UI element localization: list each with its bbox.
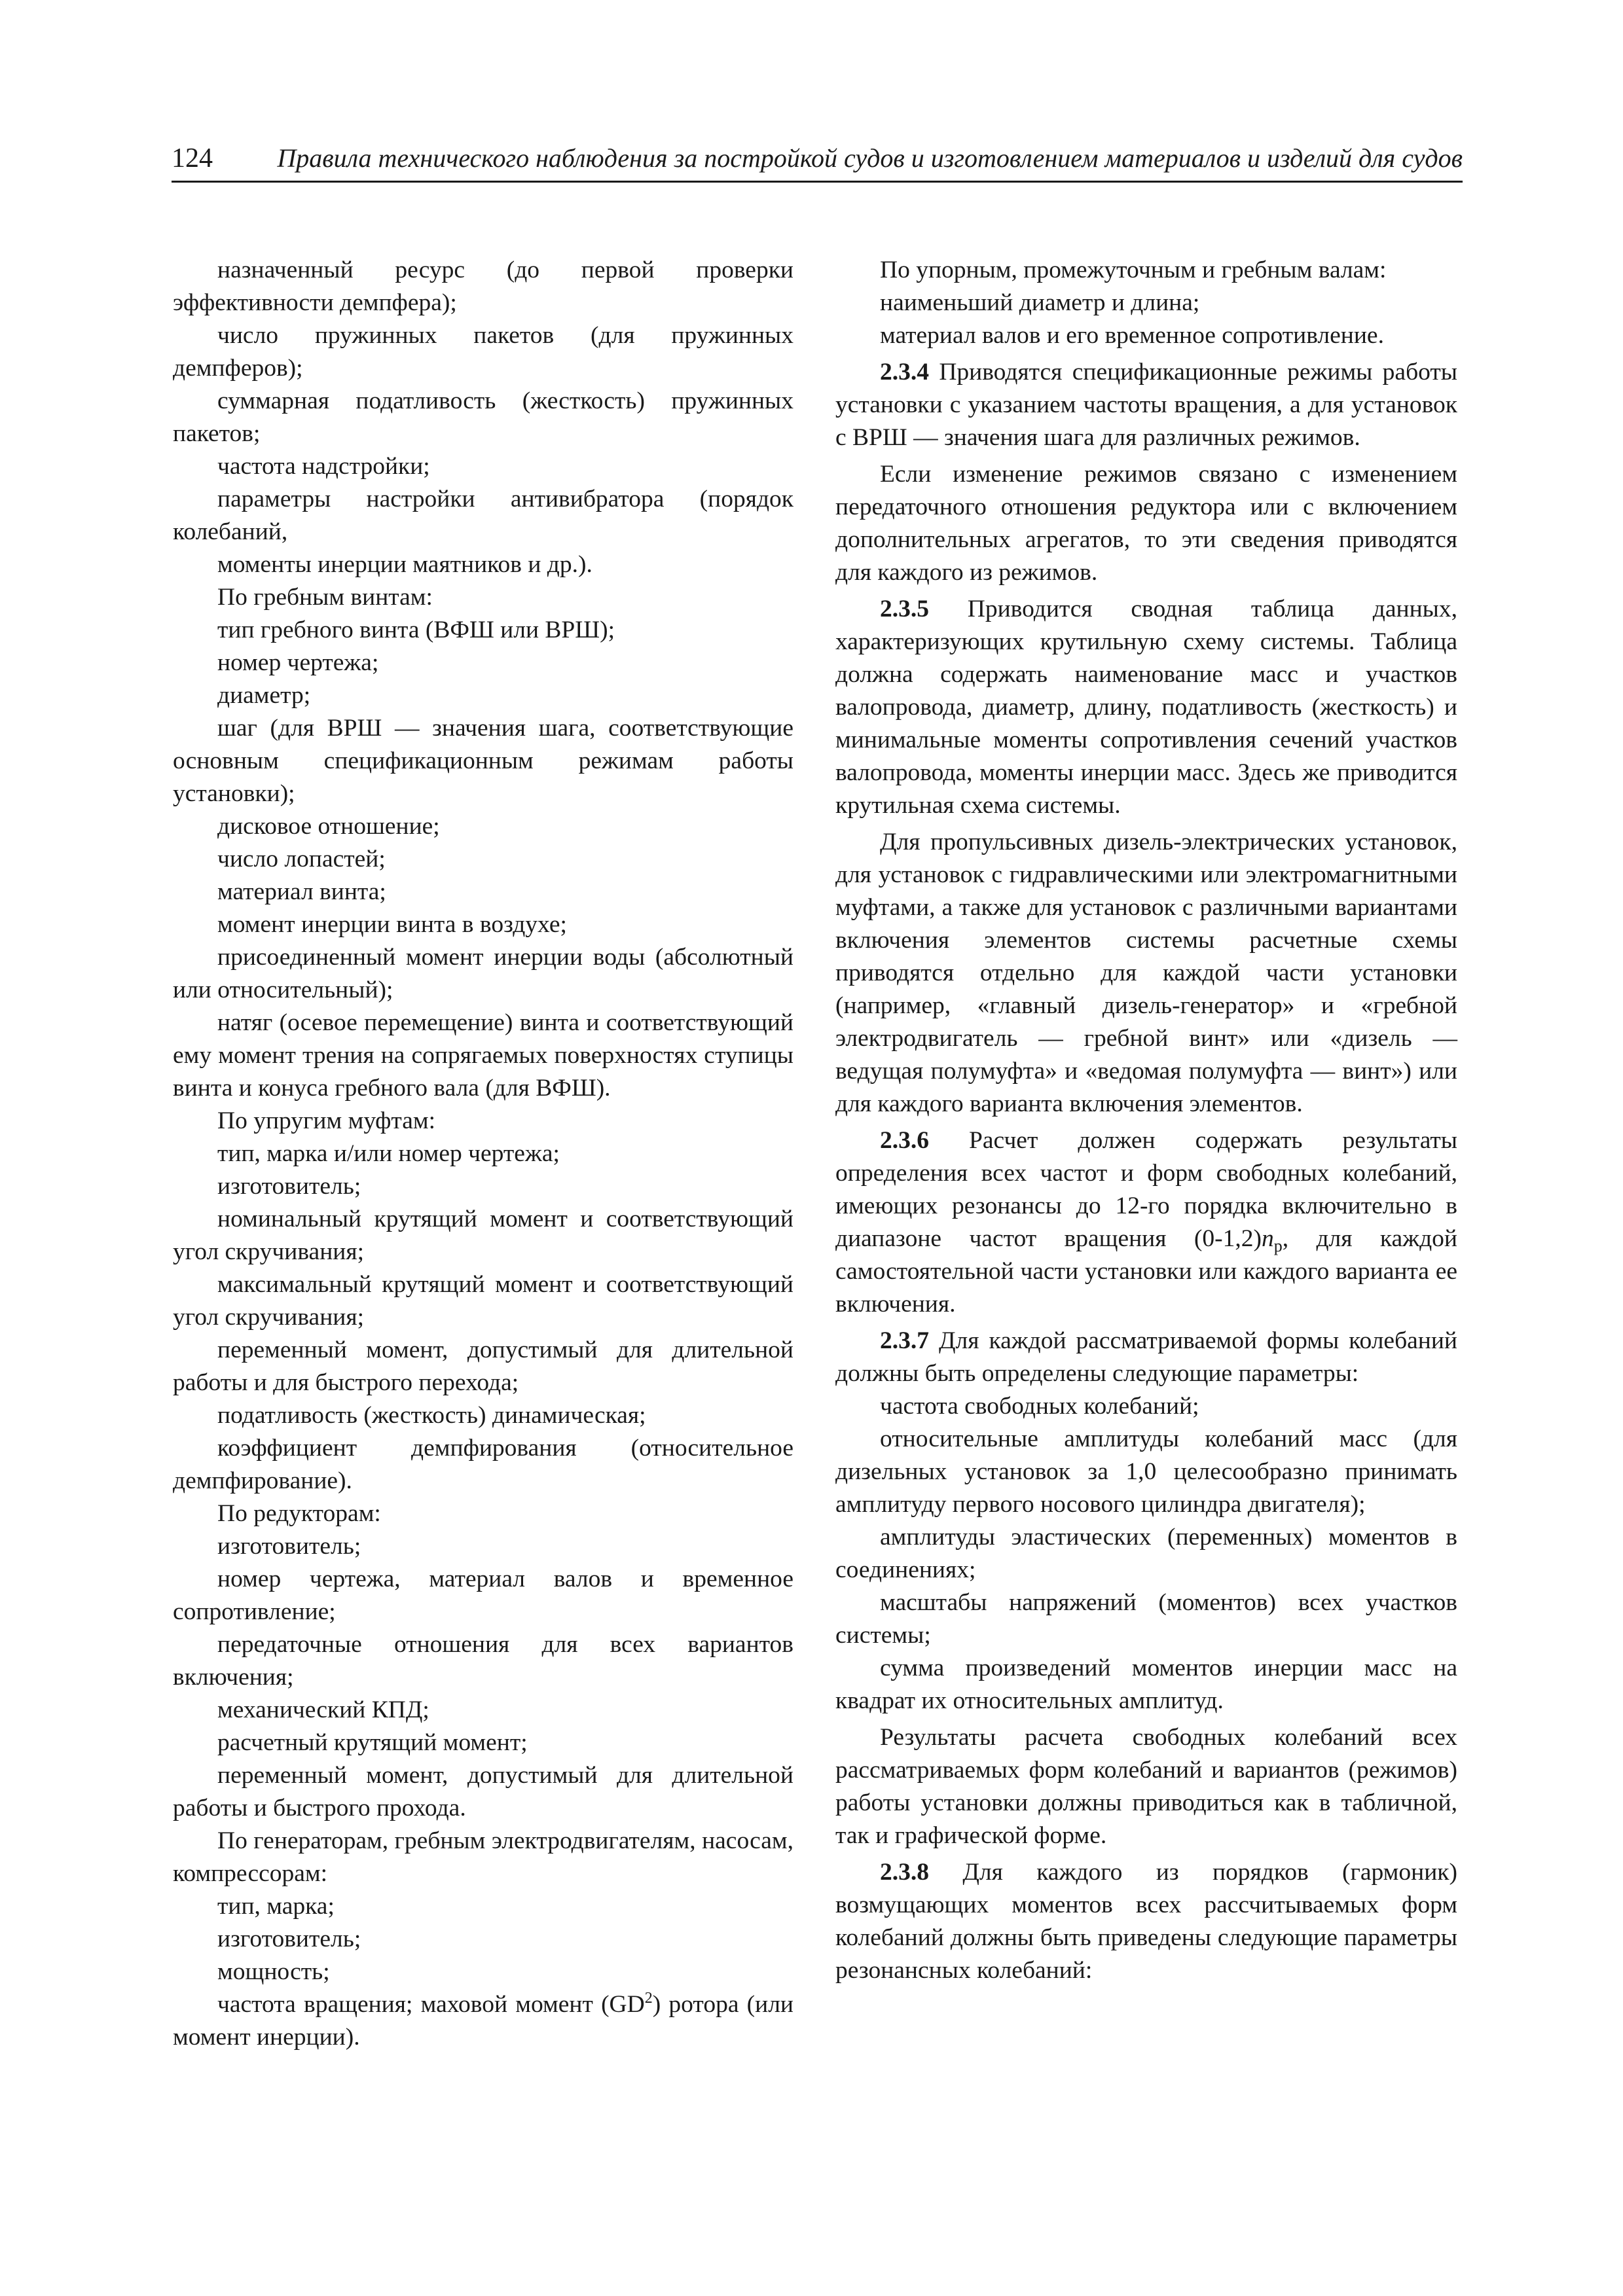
paragraph: мощность; (217, 1958, 330, 1985)
paragraph: момент инерции винта в воздухе; (217, 911, 567, 938)
paragraph: число лопастей; (217, 846, 386, 872)
left-column (173, 254, 793, 2054)
paragraph: относительные амплитуды колебаний масс (для дизельных установок за 1,0 целесообразно принимать амплитуду первого носового цилиндра двигателя); (835, 1426, 1457, 1518)
section-number: 2.3.7 (880, 1327, 929, 1354)
paragraph: Результаты расчета свободных колебаний всех рассматриваемых форм колебаний и вариантов (режимов) работы установки должны приводиться как в табличной, так и графической форме. (835, 1724, 1457, 1849)
paragraph: изготовитель; (217, 1533, 361, 1560)
paragraph: передаточные отношения для всех вариантов включения; (173, 1631, 793, 1691)
paragraph: переменный момент, допустимый для длительной работы и для быстрого перехода; (173, 1336, 793, 1396)
paragraph: Если изменение режимов связано с изменением передаточного отношения редуктора или с включением дополнительных агрегатов, то эти сведения приводятся для каждого из режимов. (835, 461, 1457, 586)
section-2-3-8: 2.3.8 Для каждого из порядков (гармоник) возмущающих моментов всех рассчитываемых форм колебаний должны быть приведены следующие параметры резонансных колебаний: (835, 1859, 1457, 1984)
subsection-heading: По редукторам: (217, 1500, 381, 1527)
paragraph: присоединенный момент инерции воды (абсолютный или относительный); (173, 944, 793, 1003)
section-2-3-6: 2.3.6 Расчет должен содержать результаты определения всех частот и форм свободных колебаний, имеющих резонансы до 12-го порядка включительно в диапазоне частот вращения $(0-1,2)n_р$, для каждой самостоятельной части установки или каждого варианта ее включения. (835, 1127, 1457, 1318)
paragraph: число пружинных пакетов (для пружинных демпферов); (173, 322, 793, 382)
paragraph: амплитуды эластических (переменных) моментов в соединениях; (835, 1524, 1457, 1583)
subsection-heading: По упругим муфтам: (217, 1107, 436, 1134)
paragraph: изготовитель; (217, 1926, 361, 1952)
section-number: 2.3.8 (880, 1859, 929, 1886)
paragraph: тип гребного винта (ВФШ или ВРШ); (217, 617, 615, 643)
paragraph: дисковое отношение; (217, 813, 440, 840)
paragraph: суммарная податливость (жесткость) пружинных пакетов; (173, 387, 793, 447)
paragraph: параметры настройки антивибратора (порядок колебаний, (173, 486, 793, 545)
right-column (835, 254, 1457, 1987)
paragraph: тип, марка и/или номер чертежа; (217, 1140, 560, 1167)
paragraph: номер чертежа; (217, 649, 379, 676)
paragraph: максимальный крутящий момент и соответствующий угол скручивания; (173, 1271, 793, 1331)
paragraph: изготовитель; (217, 1173, 361, 1200)
paragraph: назначенный ресурс (до первой проверки эффективности демпфера); (173, 257, 793, 316)
paragraph: шаг (для ВРШ — значения шага, соответствующие основным спецификационным режимам работы установки); (173, 715, 793, 807)
paragraph: материал винта; (217, 878, 386, 905)
paragraph: моменты инерции маятников и др.). (217, 551, 593, 578)
paragraph: масштабы напряжений (моментов) всех участков системы; (835, 1589, 1457, 1649)
running-head (172, 139, 1463, 181)
paragraph: тип, марка; (217, 1893, 335, 1920)
paragraph: номинальный крутящий момент и соответствующий угол скручивания; (173, 1206, 793, 1265)
paragraph: коэффициент демпфирования (относительное демпфирование). (173, 1435, 793, 1494)
paragraph: частота надстройки; (217, 453, 430, 480)
running-title: Правила технического наблюдения за постройкой судов и изготовлением материалов и изделий для судов (277, 143, 1463, 173)
section-2-3-5: 2.3.5 Приводится сводная таблица данных, характеризующих крутильную схему системы. Таблица должна содержать наименование масс и участков валопровода, диаметр, длину, податливость (жесткость) и минимальные моменты сопротивления сечений участков валопровода, моменты инерции масс. Здесь же приводится крутильная схема системы. (835, 596, 1457, 819)
paragraph: частота вращения; маховой момент $(GD^2)$ ротора (или момент инерции). (173, 1990, 794, 2051)
paragraph: материал валов и его временное сопротивление. (880, 322, 1384, 349)
section-2-3-7: 2.3.7 Для каждой рассматриваемой формы колебаний должны быть определены следующие параметры: (835, 1327, 1457, 1387)
subsection-heading: По упорным, промежуточным и гребным валам: (880, 257, 1387, 283)
paragraph: диаметр; (217, 682, 311, 709)
paragraph: расчетный крутящий момент; (217, 1729, 528, 1756)
subsection-heading: По гребным винтам: (217, 584, 433, 611)
section-number: 2.3.6 (880, 1127, 929, 1154)
subsection-heading: По генераторам, гребным электродвигателям, насосам, компрессорам: (173, 1827, 793, 1887)
paragraph: частота свободных колебаний; (880, 1393, 1199, 1420)
paragraph: номер чертежа, материал валов и временное сопротивление; (173, 1566, 793, 1625)
section-2-3-4: 2.3.4 Приводятся спецификационные режимы работы установки с указанием частоты вращения, а для установок с ВРШ — значения шага для различных режимов. (835, 359, 1457, 451)
section-number: 2.3.5 (880, 596, 929, 622)
page-number: 124 (172, 143, 213, 173)
paragraph: сумма произведений моментов инерции масс на квадрат их относительных амплитуд. (835, 1655, 1457, 1714)
paragraph: податливость (жесткость) динамическая; (217, 1402, 646, 1429)
paragraph: натяг (осевое перемещение) винта и соответствующий ему момент трения на сопрягаемых поверхностях ступицы винта и конуса гребного вала (для ВФШ). (173, 1009, 793, 1102)
section-number: 2.3.4 (880, 359, 929, 386)
paragraph: переменный момент, допустимый для длительной работы и быстрого прохода. (173, 1762, 793, 1821)
header-rule (172, 181, 1463, 183)
paragraph: Для пропульсивных дизель-электрических установок, для установок с гидравлическими или электромагнитными муфтами, а также для установок с различными вариантами включения элементов системы расчетные схемы приводятся отдельно для каждой части установки (например, «главный дизель-генератор» и «гребной электродвигатель — гребной винт» или «дизель — ведущая полумуфта» и «ведомая полумуфта — винт») или для каждого варианта включения элементов. (835, 829, 1457, 1117)
paragraph: наименьший диаметр и длина; (880, 289, 1200, 316)
paragraph: механический КПД; (217, 1696, 429, 1723)
